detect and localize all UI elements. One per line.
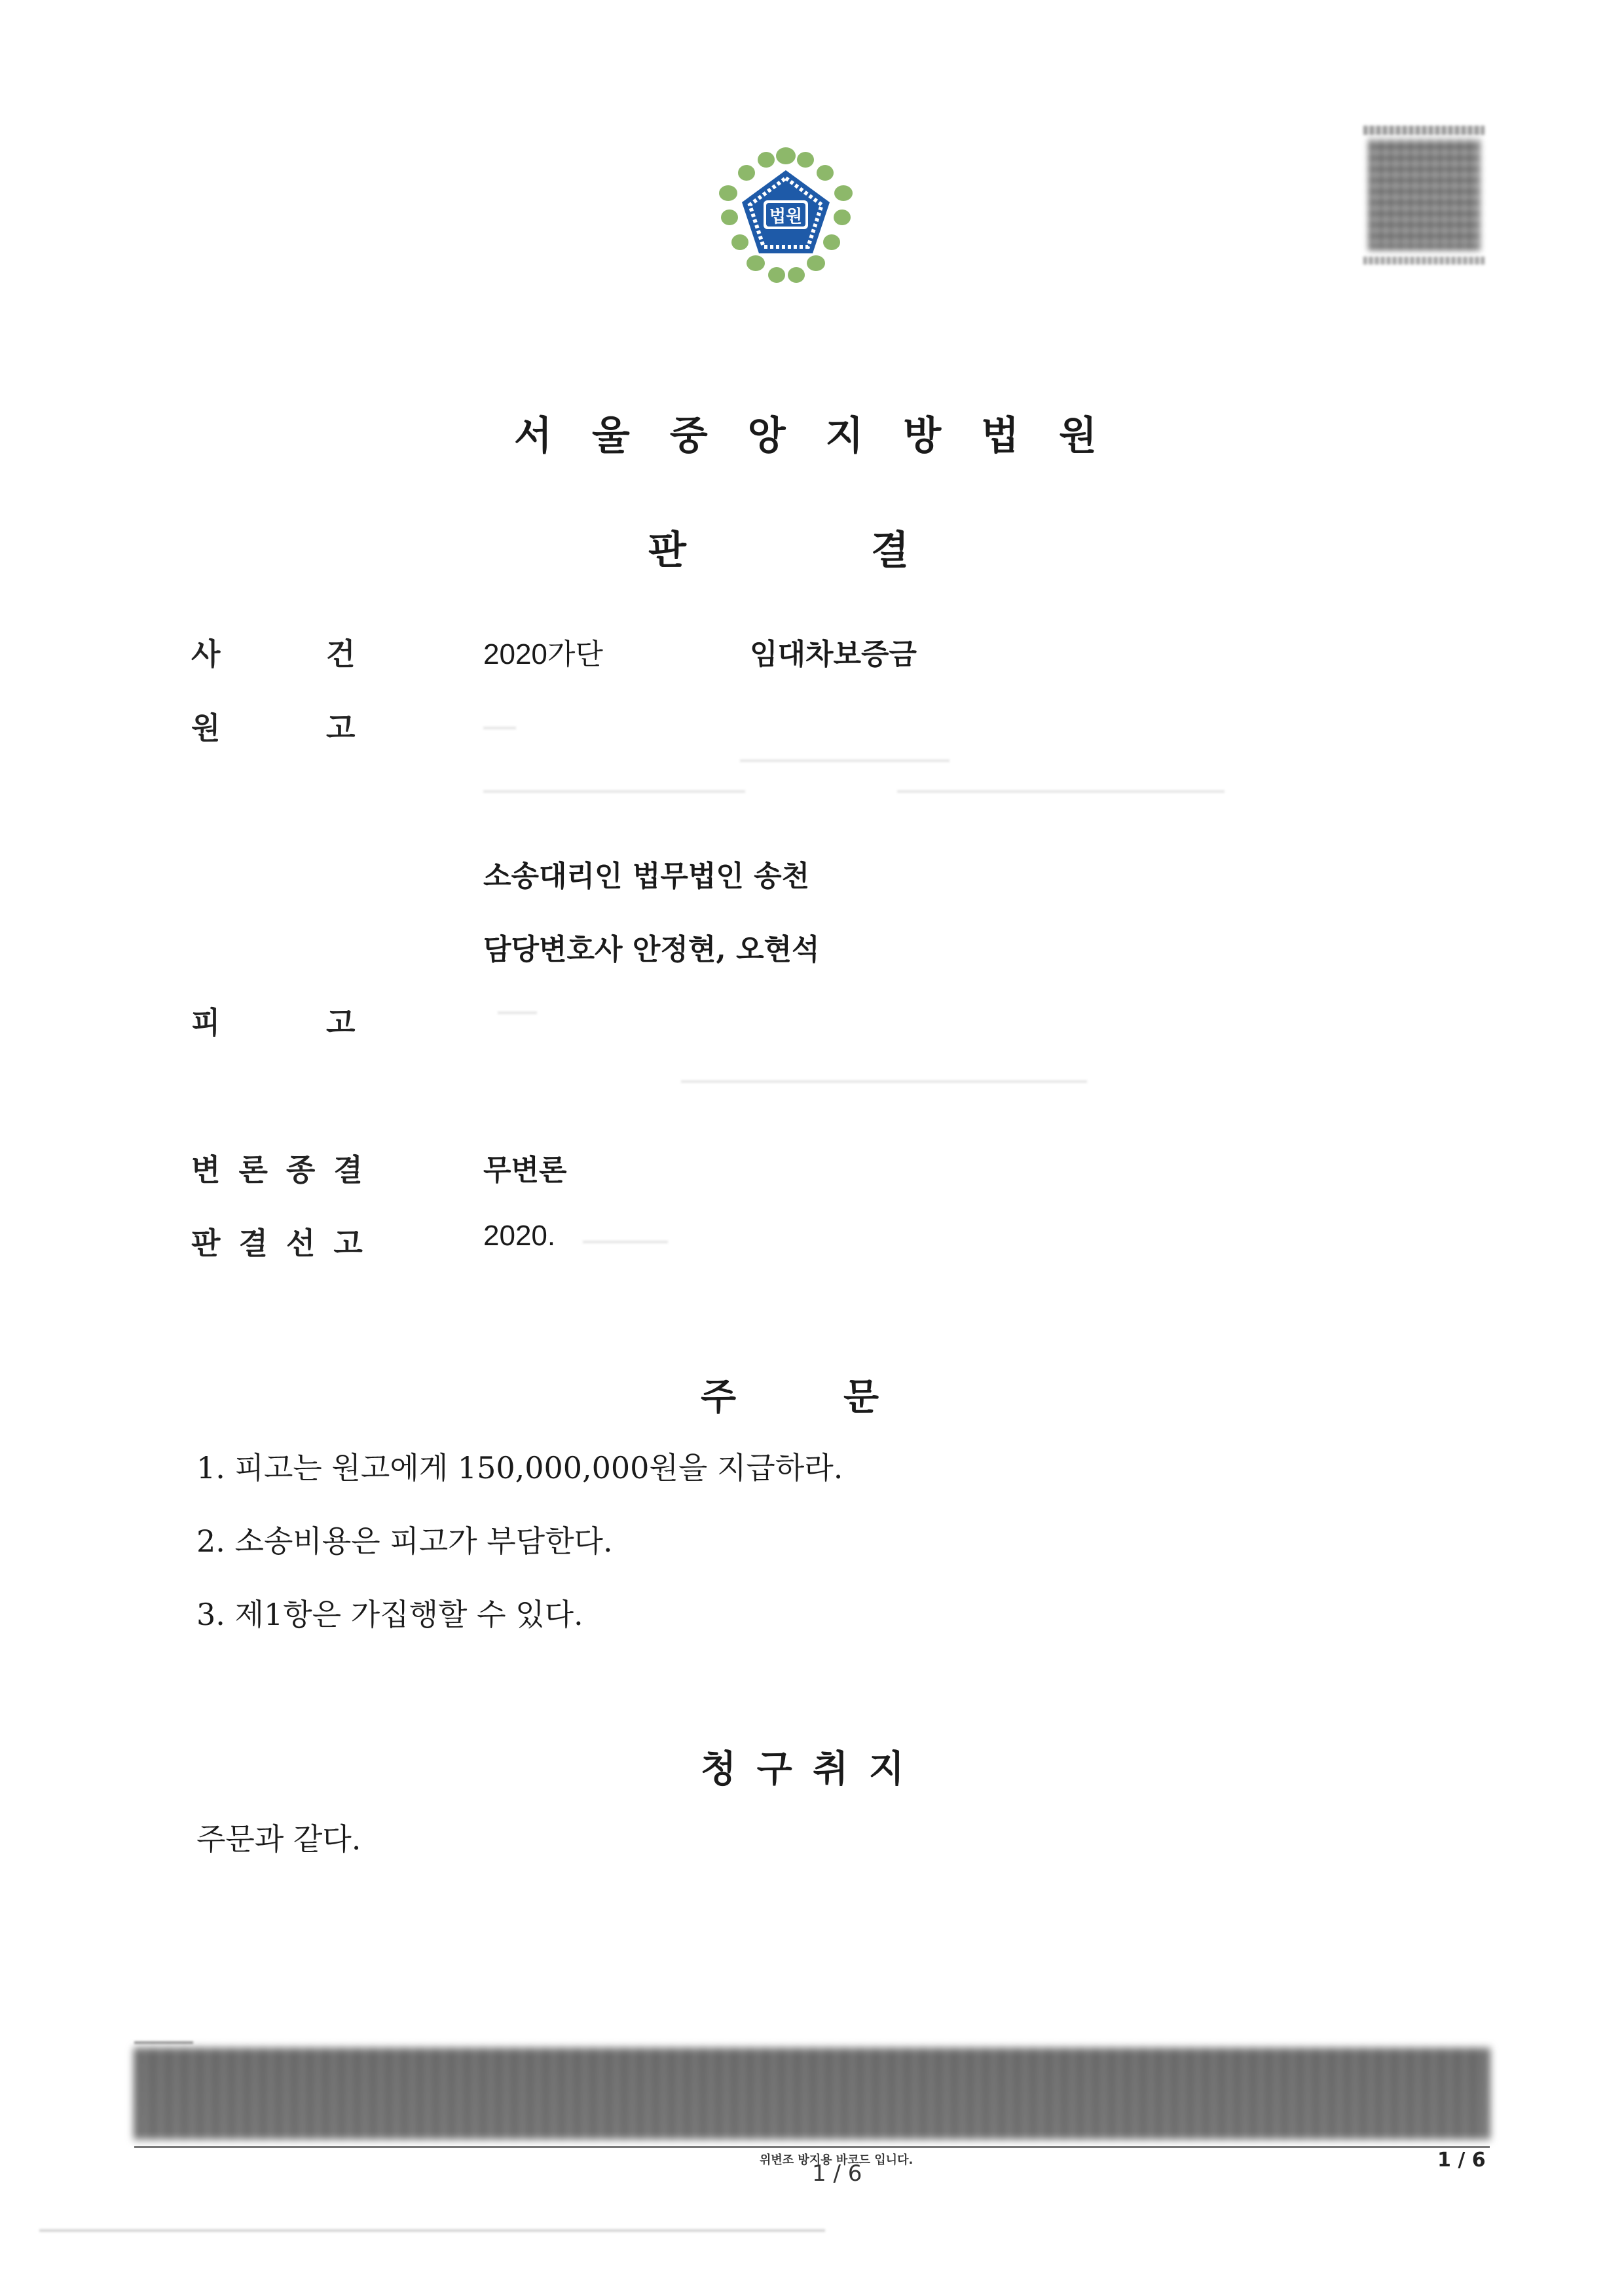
sentence-label: 판 결 선 고 bbox=[191, 1226, 363, 1261]
case-number: 2020가단 bbox=[483, 638, 603, 670]
qr-code-caption-top bbox=[1363, 126, 1485, 135]
redacted-plaintiff-name bbox=[483, 727, 516, 729]
order-title-right: 문 bbox=[843, 1376, 879, 1419]
closing-value: 무변론 bbox=[483, 1154, 567, 1187]
doc-type-right: 결 bbox=[871, 528, 909, 574]
order-title-left: 주 bbox=[701, 1376, 737, 1419]
defendant-label-b: 고 bbox=[326, 1005, 356, 1040]
barcode-tick bbox=[134, 2041, 193, 2044]
order-item-2: 2. 소송비용은 피고가 부담한다. bbox=[196, 1523, 613, 1559]
defendant-label-a: 피 bbox=[191, 1005, 221, 1040]
case-label-b: 건 bbox=[326, 636, 356, 672]
plaintiff-label-b: 고 bbox=[326, 710, 356, 746]
court-name: 서 울 중 앙 지 방 법 원 bbox=[514, 413, 1110, 459]
order-item-3: 3. 제1항은 가집행할 수 있다. bbox=[196, 1597, 583, 1632]
qr-code-caption-bottom bbox=[1363, 257, 1485, 264]
attorney-firm: 소송대리인 법무법인 송천 bbox=[483, 860, 810, 893]
redacted-plaintiff-address-2 bbox=[897, 790, 1225, 793]
barcode-rule bbox=[134, 2146, 1490, 2148]
court-emblem bbox=[710, 141, 861, 288]
redacted-sentence-date bbox=[583, 1241, 668, 1243]
redacted-defendant-address bbox=[681, 1080, 1087, 1083]
attorneys: 담당변호사 안정현, 오현석 bbox=[483, 933, 820, 966]
closing-label: 변 론 종 결 bbox=[191, 1152, 363, 1188]
sentence-date: 2020. bbox=[483, 1220, 556, 1252]
claim-text: 주문과 같다. bbox=[196, 1821, 361, 1857]
page-number-right: 1 / 6 bbox=[1437, 2149, 1486, 2172]
redacted-plaintiff-detail bbox=[740, 759, 950, 762]
page-number-center: 1 / 6 bbox=[812, 2160, 862, 2187]
redacted-plaintiff-address bbox=[483, 790, 745, 793]
order-item-1: 1. 피고는 원고에게 150,000,000원을 지급하라. bbox=[196, 1450, 843, 1485]
claim-title: 청 구 취 지 bbox=[701, 1748, 908, 1791]
emblem-label: 법원 bbox=[769, 207, 803, 227]
barcode-caption: 위변조 방지용 바코드 입니다. bbox=[760, 2153, 913, 2167]
anti-forgery-barcode bbox=[134, 2048, 1490, 2140]
doc-type-left: 판 bbox=[648, 528, 686, 574]
scan-artifact-line bbox=[39, 2229, 825, 2232]
case-subject: 임대차보증금 bbox=[750, 638, 917, 671]
plaintiff-label-a: 원 bbox=[191, 710, 221, 746]
redacted-defendant-name bbox=[498, 1011, 537, 1014]
qr-code-pattern bbox=[1369, 139, 1480, 250]
case-label-a: 사 bbox=[191, 636, 221, 672]
